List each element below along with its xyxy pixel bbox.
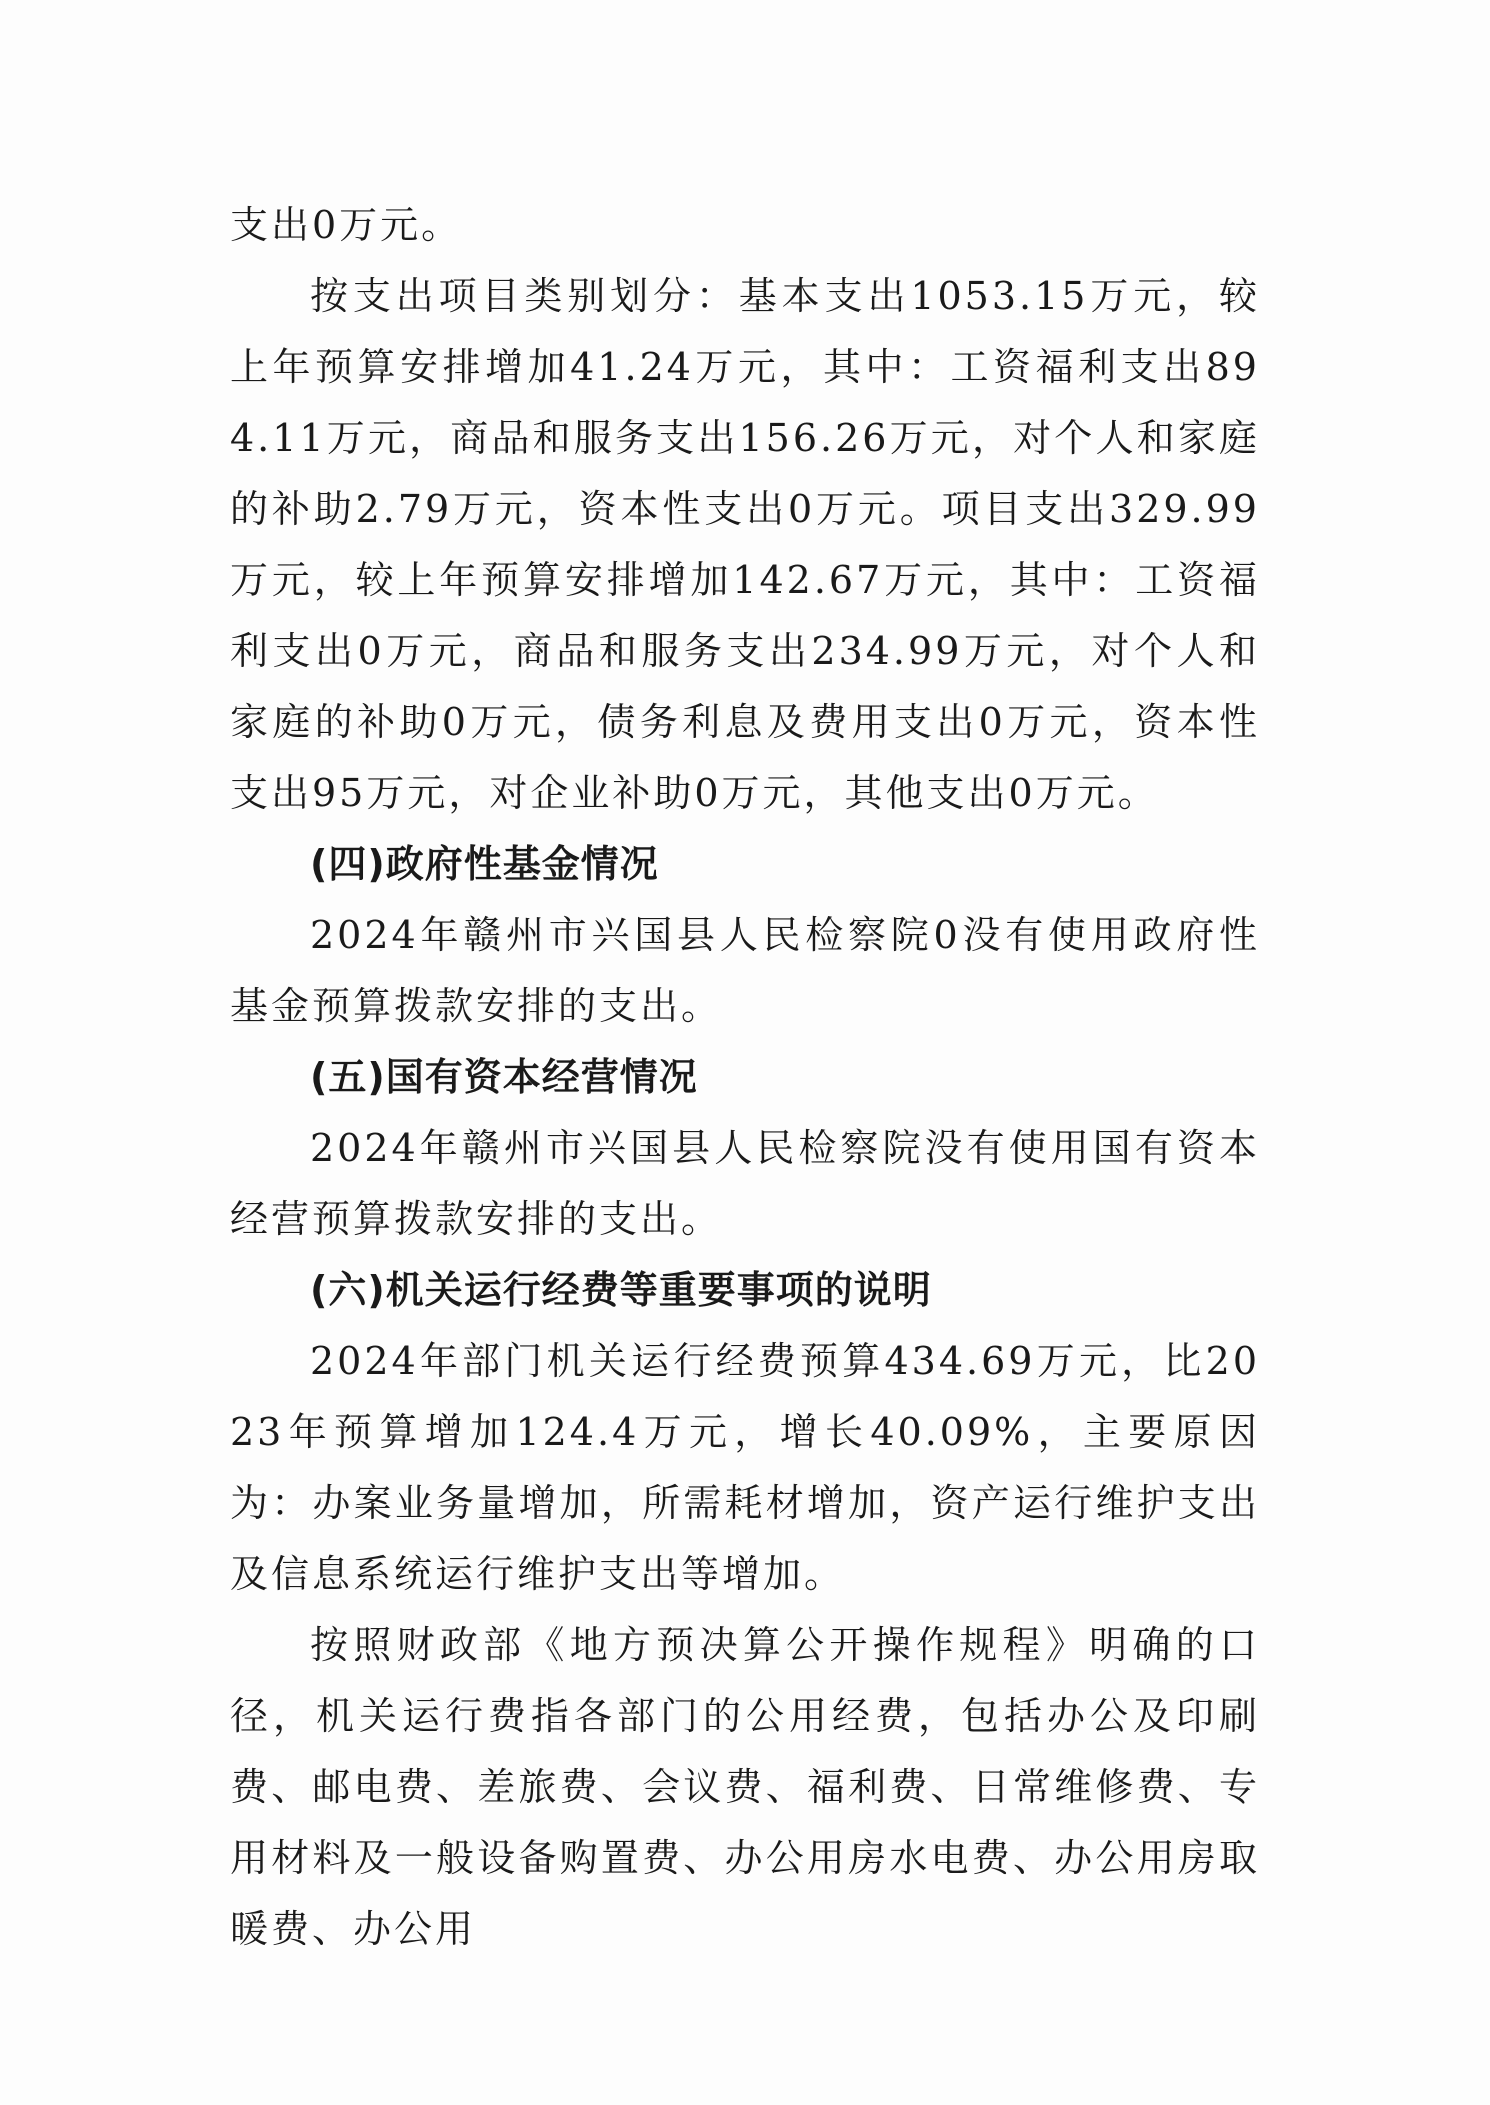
paragraph-operating-expenses: 2024年部门机关运行经费预算434.69万元，比2023年预算增加124.4万元，增长40.09%，主要原因为：办案业务量增加，所需耗材增加，资产运行维护支出及信息系统运行维护支出等增加。 [230,1339,1260,1596]
paragraph-government-funds: 2024年赣州市兴国县人民检察院0没有使用政府性基金预算拨款安排的支出。 [230,913,1260,1028]
section-heading-state-capital: (五)国有资本经营情况 [310,1055,698,1099]
section-heading-operating-expenses: (六)机关运行经费等重要事项的说明 [310,1268,932,1312]
paragraph-expenditure-by-category: 按支出项目类别划分：基本支出1053.15万元，较上年预算安排增加41.24万元，其中：工资福利支出894.11万元，商品和服务支出156.26万元，对个人和家庭的补助2.79万元，资本性支出0万元。项目支出329.99万元，较上年预算安排增加142.67万元，其中：工资福利支出0万元，商品和服务支出234.99万元，对个人和家庭的补助0万元，债务利息及费用支出0万元，资本性支出95万元，对企业补助0万元，其他支出0万元。 [230,274,1260,815]
section-heading-government-funds: (四)政府性基金情况 [310,842,659,886]
paragraph-state-capital: 2024年赣州市兴国县人民检察院没有使用国有资本经营预算拨款安排的支出。 [230,1126,1260,1241]
document-body [230,190,1260,1965]
paragraph-operating-expenses-definition: 按照财政部《地方预决算公开操作规程》明确的口径，机关运行费指各部门的公用经费，包括办公及印刷费、邮电费、差旅费、会议费、福利费、日常维修费、专用材料及一般设备购置费、办公用房水电费、办公用房取暖费、办公用 [230,1623,1260,1951]
paragraph-continuation: 支出0万元。 [230,203,463,247]
